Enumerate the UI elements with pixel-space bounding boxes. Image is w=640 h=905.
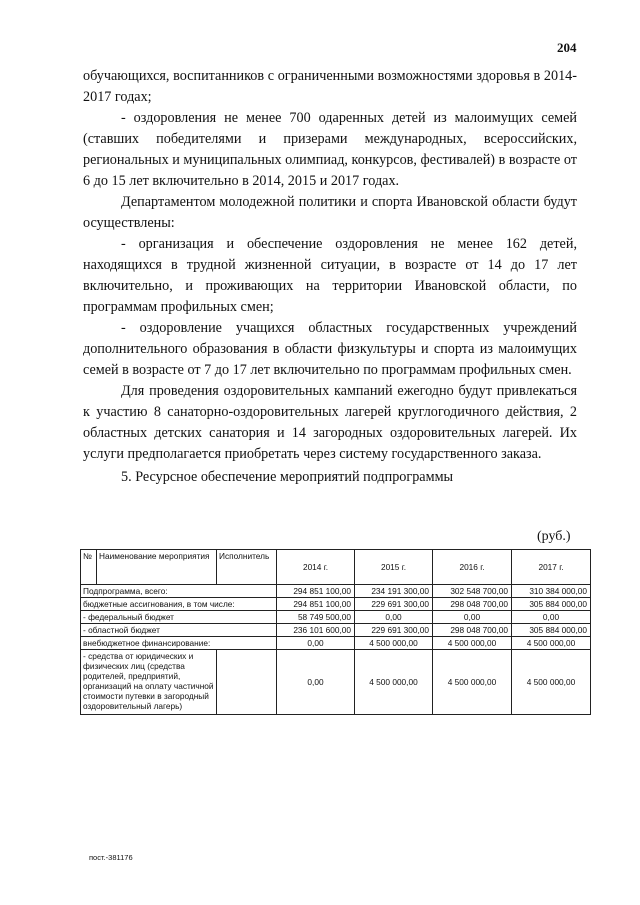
section-title: 5. Ресурсное обеспечение мероприятий подпрограммы xyxy=(121,469,454,485)
cell-value: 305 884 000,00 xyxy=(512,598,591,611)
body-text xyxy=(83,66,577,488)
row-label: - средства от юридических и физических лиц (средства родителей, предприятий, организаций на оплату частичной стоимости путевки в загородный оздоровительный лагерь) xyxy=(81,650,217,715)
cell-value: 298 048 700,00 xyxy=(433,624,512,637)
table-row xyxy=(81,650,591,715)
col-header-executor: Исполнитель xyxy=(217,550,277,585)
cell-value: 294 851 100,00 xyxy=(277,598,355,611)
row-label: внебюджетное финансирование: xyxy=(81,637,277,650)
col-header-2017: 2017 г. xyxy=(512,550,591,585)
cell-value: 0,00 xyxy=(277,650,355,715)
resource-table xyxy=(80,549,591,715)
col-header-no: № xyxy=(81,550,97,585)
cell-value: 0,00 xyxy=(355,611,433,624)
paragraph: - организация и обеспечение оздоровления не менее 162 детей, находящихся в трудной жизненной ситуации, в возрасте от 14 до 17 лет включительно, и проживающих на территории Ивановской области, по программам профильных смен; xyxy=(83,236,577,315)
cell-value: 4 500 000,00 xyxy=(512,637,591,650)
cell-value: 236 101 600,00 xyxy=(277,624,355,637)
paragraph: Для проведения оздоровительных кампаний ежегодно будут привлекаться к участию 8 санаторно-оздоровительных лагерей круглогодичного действия, 2 областных детских санатория и 14 загородных оздоровительных лагерей. Их услуги предполагается приобретать через систему государственного заказа. xyxy=(83,383,577,462)
table-row xyxy=(81,637,591,650)
cell-value: 58 749 500,00 xyxy=(277,611,355,624)
paragraph: - оздоровления не менее 700 одаренных детей из малоимущих семей (ставших победителями и призерами международных, всероссийских, региональных и муниципальных олимпиад, конкурсов, фестивалей) в возрасте от 6 до 15 лет включительно в 2014, 2015 и 2017 годах. xyxy=(83,110,577,189)
paragraph: - оздоровление учащихся областных государственных учреждений дополнительного образования в области физкультуры и спорта из малоимущих семей в возрасте от 7 до 17 лет включительно по программам профильных смен. xyxy=(83,320,577,378)
table-row xyxy=(81,598,591,611)
row-label: - федеральный бюджет xyxy=(81,611,277,624)
page-number: 204 xyxy=(557,40,577,55)
cell-value: 234 191 300,00 xyxy=(355,585,433,598)
cell-value: 229 691 300,00 xyxy=(355,624,433,637)
unit-label: (руб.) xyxy=(537,529,571,544)
cell-value: 305 884 000,00 xyxy=(512,624,591,637)
table-row xyxy=(81,611,591,624)
cell-value: 4 500 000,00 xyxy=(355,650,433,715)
row-label: бюджетные ассигнования, в том числе: xyxy=(81,598,277,611)
cell-value: 0,00 xyxy=(512,611,591,624)
col-header-2015: 2015 г. xyxy=(355,550,433,585)
cell-value: 0,00 xyxy=(433,611,512,624)
cell-value: 4 500 000,00 xyxy=(355,637,433,650)
cell-value: 4 500 000,00 xyxy=(433,650,512,715)
row-label: - областной бюджет xyxy=(81,624,277,637)
table-header-row xyxy=(81,550,591,585)
cell-value: 310 384 000,00 xyxy=(512,585,591,598)
col-header-2014: 2014 г. xyxy=(277,550,355,585)
paragraph: Департаментом молодежной политики и спорта Ивановской области будут осуществлены: xyxy=(83,194,577,231)
cell-value: 229 691 300,00 xyxy=(355,598,433,611)
cell-value: 302 548 700,00 xyxy=(433,585,512,598)
footer-code: пост.-381176 xyxy=(89,853,133,862)
cell-value: 298 048 700,00 xyxy=(433,598,512,611)
cell-value: 0,00 xyxy=(277,637,355,650)
paragraph: обучающихся, воспитанников с ограниченными возможностями здоровья в 2014-2017 годах; xyxy=(83,68,577,105)
executor-cell xyxy=(217,650,277,715)
table-row xyxy=(81,585,591,598)
cell-value: 4 500 000,00 xyxy=(433,637,512,650)
row-label: Подпрограмма, всего: xyxy=(81,585,277,598)
col-header-2016: 2016 г. xyxy=(433,550,512,585)
table-row xyxy=(81,624,591,637)
col-header-name: Наименование мероприятия xyxy=(97,550,217,585)
cell-value: 294 851 100,00 xyxy=(277,585,355,598)
cell-value: 4 500 000,00 xyxy=(512,650,591,715)
